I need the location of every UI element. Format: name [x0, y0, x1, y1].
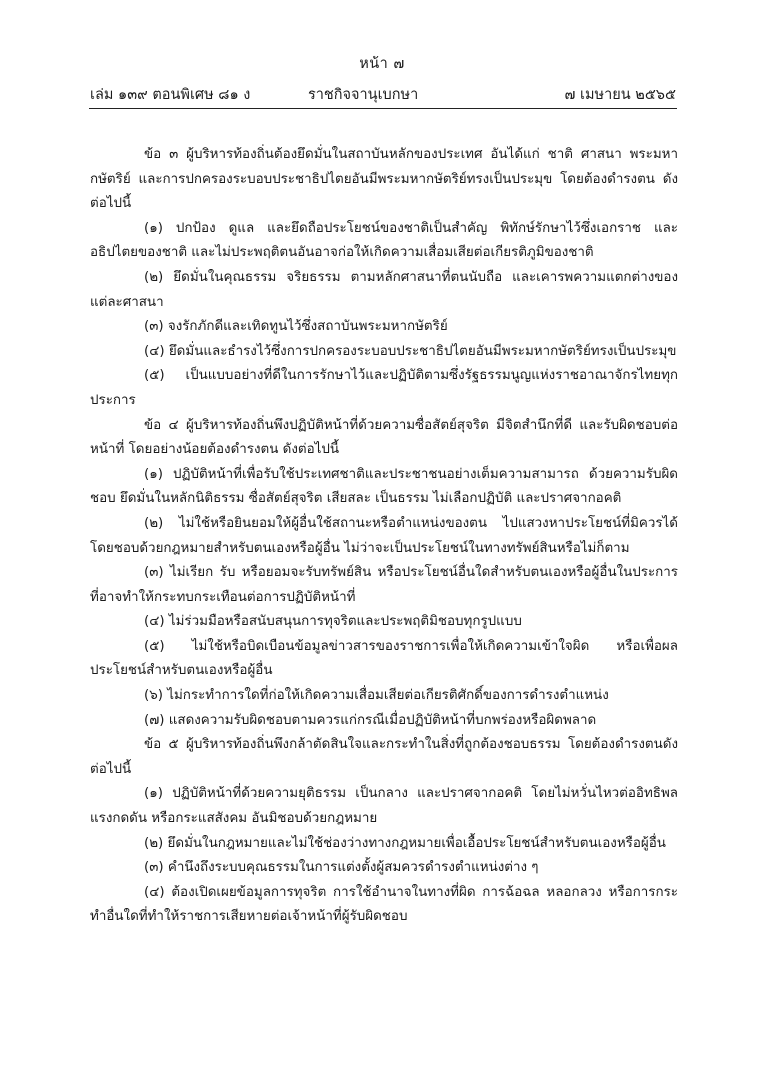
article-4-item-1: (๑) ปฏิบัติหน้าที่เพื่อรับใช้ประเทศชาติและประชาชนอย่างเต็มความสามารถ ด้วยความรับผิดชอบ ยึดมั่นในหลักนิติธรรม ซื่อสัตย์สุจริต เสียสละ เป็นธรรม ไม่เลือกปฏิบัติ และปราศจากอคติ [90, 466, 678, 507]
article-4-item-2: (๒) ไม่ใช้หรือยินยอมให้ผู้อื่นใช้สถานะหรือตำแหน่งของตน ไปแสวงหาประโยชน์ที่มิควรได้โดยชอบด้วยกฎหมายสำหรับตนเองหรือผู้อื่น ไม่ว่าจะเป็นประโยชน์ในทางทรัพย์สินหรือไม่ก็ตาม [90, 515, 678, 556]
document-body [90, 143, 678, 930]
article-5-item-4: (๔) ต้องเปิดเผยข้อมูลการทุจริต การใช้อำนาจในทางที่ผิด การฉ้อฉล หลอกลวง หรือการกระทำอื่นใดที่ทำให้ราชการเสียหายต่อเจ้าหน้าที่ผู้รับผิดชอบ [90, 884, 678, 925]
publication-date: ๗ เมษายน ๒๕๖๕ [564, 87, 676, 103]
header-divider [89, 108, 677, 109]
article-4-item-4: (๔) ไม่ร่วมมือหรือสนับสนุนการทุจริตและประพฤติมิชอบทุกรูปแบบ [144, 614, 522, 630]
article-3-item-5: (๕) เป็นแบบอย่างที่ดีในการรักษาไว้และปฏิบัติตามซึ่งรัฐธรรมนูญแห่งราชอาณาจักรไทยทุกประการ [90, 368, 678, 408]
article-5-item-1: (๑) ปฏิบัติหน้าที่ด้วยความยุติธรรม เป็นกลาง และปราศจากอคติ โดยไม่หวั่นไหวต่ออิทธิพลแรงกดดัน หรือกระแสสังคม อันมิชอบด้วยกฎหมาย [90, 786, 678, 827]
article-4-item-5: (๕) ไม่ใช้หรือบิดเบือนข้อมูลข่าวสารของราชการเพื่อให้เกิดความเข้าใจผิด หรือเพื่อผลประโยชน์สำหรับตนเองหรือผู้อื่น [90, 638, 678, 679]
article-3-item-3: (๓) จงรักภักดีและเทิดทูนไว้ซึ่งสถาบันพระมหากษัตริย์ [144, 319, 448, 335]
article-3-item-1: (๑) ปกป้อง ดูแล และยึดถือประโยชน์ของชาติเป็นสำคัญ พิทักษ์รักษาไว้ซึ่งเอกราช และอธิปไตยของชาติ และไม่ประพฤติตนอันอาจก่อให้เกิดความเสื่อมเสียต่อเกียรติภูมิของชาติ [90, 220, 678, 261]
article-4: ข้อ ๔ ผู้บริหารท้องถิ่นพึงปฏิบัติหน้าที่ด้วยความซื่อสัตย์สุจริต มีจิตสำนึกที่ดี และรับผิดชอบต่อหน้าที่ โดยอย่างน้อยต้องดำรงตน ดังต่อไปนี้ [90, 417, 678, 458]
article-3: ข้อ ๓ ผู้บริหารท้องถิ่นต้องยึดมั่นในสถาบันหลักของประเทศ อันได้แก่ ชาติ ศาสนา พระมหากษัตริย์ และการปกครองระบอบประชาธิปไตยอันมีพระมหากษัตริย์ทรงเป็นประมุข โดยต้องดำรงตน ดังต่อไปนี้ [90, 147, 678, 212]
article-5-item-2: (๒) ยึดมั่นในกฎหมายและไม่ใช้ช่องว่างทางกฎหมายเพื่อเอื้อประโยชน์สำหรับตนเองหรือผู้อื่น [144, 835, 666, 851]
gazette-title: ราชกิจจานุเบกษา [308, 87, 419, 103]
article-5-item-3: (๓) คำนึงถึงระบบคุณธรรมในการแต่งตั้งผู้สมควรดำรงตำแหน่งต่าง ๆ [144, 860, 539, 876]
article-3-item-2: (๒) ยึดมั่นในคุณธรรม จริยธรรม ตามหลักศาสนาที่ตนนับถือ และเคารพความแตกต่างของแต่ละศาสนา [90, 269, 678, 310]
running-header [90, 83, 676, 107]
article-4-item-6: (๖) ไม่กระทำการใดที่ก่อให้เกิดความเสื่อมเสียต่อเกียรติศักดิ์ของการดำรงตำแหน่ง [144, 688, 609, 704]
article-4-item-3: (๓) ไม่เรียก รับ หรือยอมจะรับทรัพย์สิน หรือประโยชน์อื่นใดสำหรับตนเองหรือผู้อื่นในประการที่อาจทำให้กระทบกระเทือนต่อการปฏิบัติหน้าที่ [90, 565, 678, 605]
article-3-item-4: (๔) ยึดมั่นและธำรงไว้ซึ่งการปกครองระบอบประชาธิปไตยอันมีพระมหากษัตริย์ทรงเป็นประมุข [144, 343, 677, 359]
article-4-item-7: (๗) แสดงความรับผิดชอบตามควรแก่กรณีเมื่อปฏิบัติหน้าที่บกพร่องหรือผิดพลาด [144, 712, 597, 728]
page-number: หน้า ๗ [359, 56, 405, 72]
volume-info: เล่ม ๑๓๙ ตอนพิเศษ ๘๑ ง [90, 87, 251, 103]
article-5: ข้อ ๕ ผู้บริหารท้องถิ่นพึงกล้าตัดสินใจและกระทำในสิ่งที่ถูกต้องชอบธรรม โดยต้องดำรงตนดังต่อไปนี้ [90, 737, 678, 777]
